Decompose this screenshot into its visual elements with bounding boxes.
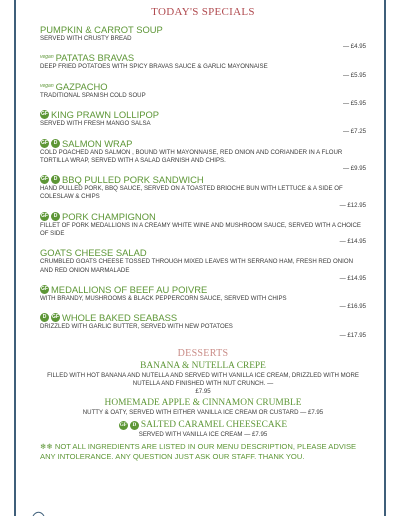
menu-item-price: — £5.95 — [342, 71, 366, 79]
menu-item — [40, 138, 366, 174]
menu-item-title — [40, 24, 366, 35]
menu-item-name: GOATS CHEESE SALAD — [40, 247, 147, 259]
menu-item-title — [40, 52, 366, 63]
dessert-title — [40, 420, 366, 431]
menu-item-description: SERVED WITH CRUSTY BREAD — [40, 35, 132, 42]
menu-item-description: FILLET OF PORK MEDALLIONS IN A CREAMY WHITE WINE AND MUSHROOM SAUCE, SERVED WITH A CHOICE OF SIDE — [40, 221, 361, 238]
dessert-price: £7.95 — [195, 388, 211, 396]
gluten-free-icon: GF — [41, 139, 48, 146]
menu-item-description: DEEP FRIED POTATOES WITH SPICY BRAVAS SAUCE & GARLIC MAYONNAISE — [40, 63, 268, 71]
menu-item-description: DRIZZLED WITH GARLIC BUTTER, SERVED WITH NEW POTATOES — [40, 323, 233, 331]
menu-item-description: CRUMBLED GOATS CHEESE TOSSED THROUGH MIXED LEAVES WITH SERRANO HAM, FRESH RED ONION AND RED ONION MARMALADE — [40, 258, 353, 274]
menu-item-price: — £4.95 — [342, 43, 366, 51]
menu-item-detail — [40, 258, 366, 274]
dessert-name: HOMEMADE APPLE & CINNAMON CRUMBLE — [104, 398, 302, 409]
menu-item-name: WHOLE BAKED SEABASS — [62, 312, 178, 324]
menu-item-price: — £17.95 — [339, 331, 366, 339]
menu-item — [40, 284, 366, 311]
menu-item-name: PORK CHAMPIGNON — [62, 210, 156, 222]
dessert-description: NUTTY & OATY, SERVED WITH EITHER VANILLA ICE CREAM OR CUSTARD — £7.95 — [82, 409, 324, 417]
desserts-heading: DESSERTS — [177, 347, 229, 359]
vegan-icon: vegan — [40, 54, 54, 61]
gluten-free-icon: GF — [41, 286, 48, 293]
right-border — [384, 0, 386, 516]
menu-item-detail — [40, 323, 366, 331]
menu-item-name: KING PRAWN LOLLIPOP — [51, 109, 160, 121]
menu-item-title — [40, 138, 366, 149]
menu-item-description: HAND PULLED PORK, BBQ SAUCE, SERVED ON A TOASTED BRIOCHE BUN WITH LETTUCE & A SIDE OF COLESLAW & CHIPS — [40, 185, 343, 201]
menu-item-detail — [40, 185, 366, 201]
menu-item-price: — £14.95 — [339, 274, 366, 282]
gluten-free-icon: GF — [41, 111, 48, 118]
dairy-free-icon: D — [51, 175, 60, 184]
menu-item — [40, 247, 366, 283]
menu-item — [40, 211, 366, 247]
menu-item — [40, 174, 366, 210]
menu-item-price: — £16.95 — [339, 303, 366, 311]
menu-item-price: — £12.95 — [339, 201, 366, 209]
menu-item — [40, 109, 366, 136]
specials-list — [40, 24, 366, 340]
menu-item-title — [40, 284, 366, 295]
menu-item-detail — [40, 63, 366, 71]
dessert-name: BANANA & NUTELLA CREPE — [140, 360, 266, 371]
menu-item-name: SALMON WRAP — [62, 137, 133, 149]
dessert-title — [40, 398, 366, 409]
dessert-description: SERVED WITH VANILLA ICE CREAM — £7.95 — [138, 430, 268, 438]
specials-heading: TODAY'S SPECIALS — [151, 6, 255, 18]
dessert-item — [40, 398, 366, 417]
menu-item-name: PATATAS BRAVAS — [55, 52, 135, 64]
menu-item-title — [40, 174, 366, 185]
menu-item-description: SERVED WITH FRESH MANGO SALSA — [40, 120, 151, 128]
left-border — [14, 0, 16, 516]
menu-item-name: MEDALLIONS OF BEEF AU POIVRE — [51, 284, 208, 296]
menu-item — [40, 81, 366, 108]
menu-item-description: TRADITIONAL SPANISH COLD SOUP — [40, 91, 146, 99]
menu-item-title — [40, 81, 366, 92]
menu-item-detail — [40, 35, 366, 43]
vegan-icon: vegan — [40, 82, 54, 89]
dairy-free-icon: D — [51, 139, 60, 148]
menu-item-detail — [40, 149, 366, 165]
menu-item-name: BBQ PULLED PORK SANDWICH — [62, 174, 204, 186]
dessert-name: SALTED CARAMEL CHEESECAKE — [140, 419, 288, 430]
desserts-list — [40, 361, 366, 439]
dairy-free-icon: D — [51, 212, 60, 221]
menu-item-detail — [40, 92, 366, 100]
menu-item-price: — £14.95 — [339, 238, 366, 246]
dessert-item — [40, 420, 366, 439]
menu-page — [40, 6, 366, 462]
menu-item-title — [40, 109, 366, 120]
menu-item-title — [40, 312, 366, 323]
menu-item-price: — £9.95 — [342, 165, 366, 173]
menu-item-name: GAZPACHO — [55, 80, 108, 92]
dairy-free-icon: D — [40, 313, 49, 322]
gluten-free-icon: GF — [41, 212, 48, 219]
gluten-free-icon: GF — [52, 314, 59, 321]
menu-item-price: — £7.25 — [342, 128, 366, 136]
menu-item — [40, 52, 366, 79]
footer-logo-fragment — [32, 510, 50, 516]
menu-item-name: PUMPKIN & CARROT SOUP — [40, 24, 163, 35]
dessert-item — [40, 361, 366, 397]
menu-item-title — [40, 247, 366, 258]
menu-item-description: WITH BRANDY, MUSHROOMS & BLACK PEPPERCORN SAUCE, SERVED WITH CHIPS — [40, 295, 287, 303]
gluten-free-icon: GF — [41, 176, 48, 183]
menu-item-detail — [40, 222, 366, 238]
allergy-note: ❄❄ NOT ALL INGREDIENTS ARE LISTED IN OUR MENU DESCRIPTION, PLEASE ADVISE ANY INTOLERANCE. ANY QUESTION JUST ASK OUR STAFF. THANK YOU. — [40, 441, 357, 461]
menu-item — [40, 312, 366, 339]
menu-item-detail — [40, 120, 366, 128]
dairy-free-icon: D — [130, 421, 139, 430]
menu-item-description: COLD POACHED AND SALMON , BOUND WITH MAYONNAISE, RED ONION AND CORIANDER IN A FLOUR TORTILLA WRAP, SERVED WITH A SALAD GARNISH AND CHIPS. — [40, 148, 343, 164]
menu-item-detail — [40, 295, 366, 303]
dessert-title — [40, 361, 366, 372]
gluten-free-icon: GF — [119, 422, 127, 428]
menu-item-price: — £5.95 — [342, 100, 366, 108]
menu-item — [40, 24, 366, 51]
menu-item-title — [40, 211, 366, 222]
dessert-description: FILLED WITH HOT BANANA AND NUTELLA AND SERVED WITH VANILLA ICE CREAM, DRIZZLED WITH MORE NUTELLA AND FINISHED WITH NUT CRUNCH. — — [47, 371, 359, 388]
